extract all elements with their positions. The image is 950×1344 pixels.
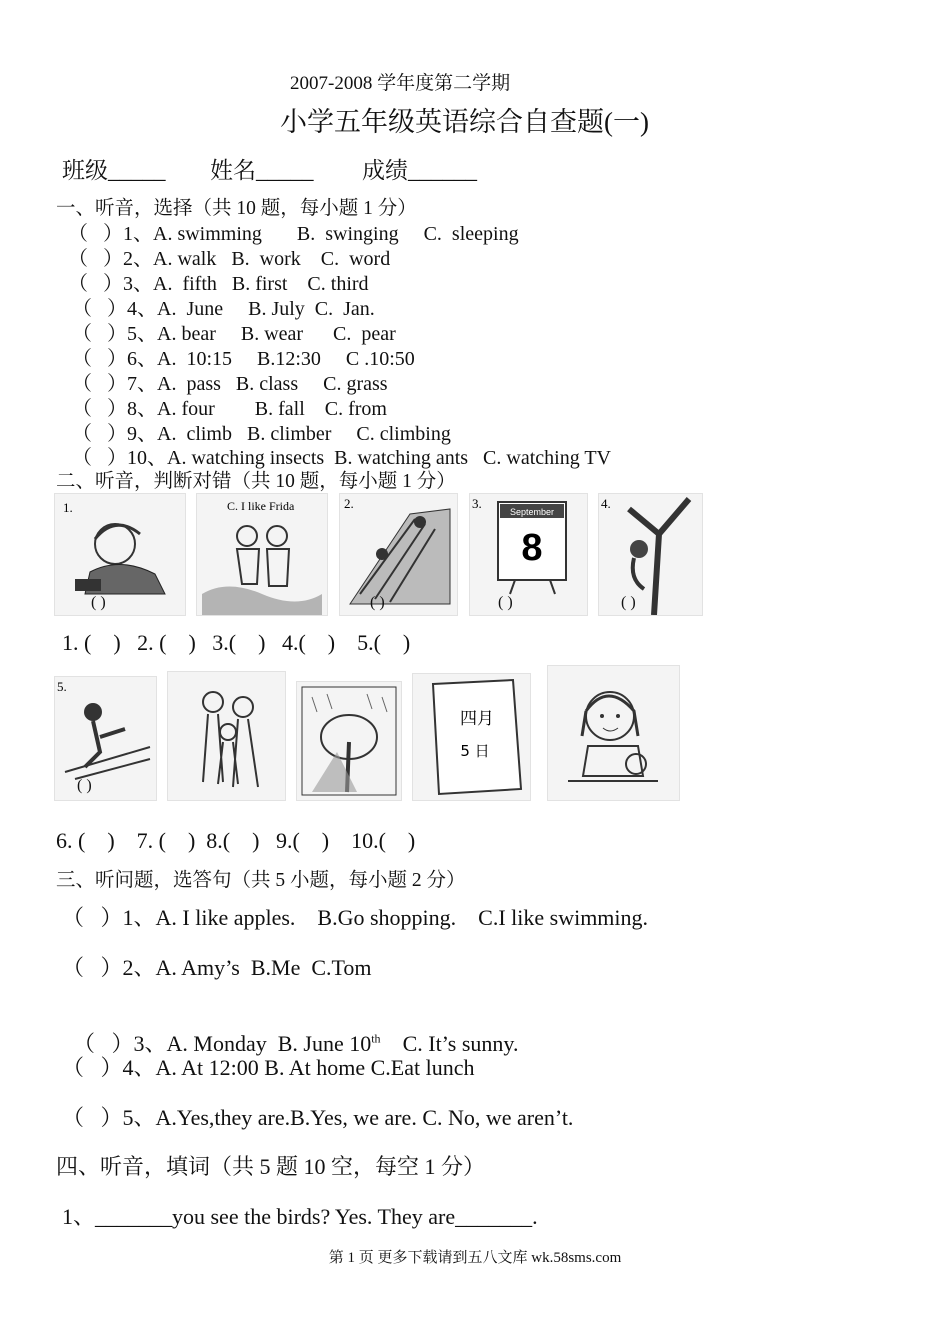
section1-item: （ ）10、A. watching insects B. watching ants C. watching TV — [72, 447, 612, 469]
picture-answer-paren: ( ) — [498, 594, 513, 611]
picture-answer-paren: ( ) — [77, 777, 92, 794]
picture-calendar-september — [469, 493, 588, 616]
picture-tree-rain — [296, 681, 402, 801]
picture-climbing — [339, 493, 458, 616]
exam-year: 2007-2008 学年度第二学期 — [290, 73, 511, 94]
section3-item-text: （ ）3、A. Monday B. June 10 — [73, 1031, 372, 1056]
picture-answer-paren: ( ) — [91, 594, 106, 611]
picture-calendar-april — [412, 673, 531, 801]
section3-item: （ ）4、A. At 12:00 B. At home C.Eat lunch — [62, 1055, 475, 1080]
section3-item: （ ）1、A. I like apples. B.Go shopping. C.I like swimming. — [62, 905, 649, 930]
picture-caption: September — [509, 507, 555, 517]
section1-item: （ ）9、A. climb B. climber C. climbing — [72, 423, 451, 445]
picture-number: 3. — [472, 496, 482, 511]
picture-monkey-tree — [598, 493, 703, 616]
section3-item-tail: C. It’s sunny. — [380, 1031, 519, 1056]
picture-number: 2. — [344, 496, 354, 511]
picture-picking-flowers — [196, 493, 328, 616]
picture-number: 1. — [63, 500, 73, 515]
section1-heading: 一、听音，选择（共 10 题，每小题 1 分） — [56, 198, 417, 219]
picture-caption: 5 日 — [460, 742, 490, 760]
section1-item: （ ）4、A. June B. July C. Jan. — [72, 298, 375, 320]
exam-title: 小学五年级英语综合自查题(一) — [280, 107, 649, 137]
picture-caption: 8 — [521, 527, 543, 569]
section1-item: （ ）5、A. bear B. wear C. pear — [72, 323, 396, 345]
picture-answer-paren: ( ) — [621, 594, 636, 611]
section2-answers-row2: 6. ( ) 7. ( ) 8.( ) 9.( ) 10.( ) — [56, 828, 416, 853]
section1-item: （ ）3、A. fifth B. first C. third — [68, 273, 369, 295]
section4-item: 1、_______you see the birds? Yes. They are_______. — [62, 1204, 538, 1229]
page-footer: 第 1 页 更多下载请到五八文库 wk.58sms.com — [328, 1250, 622, 1266]
section1-item: （ ）7、A. pass B. class C. grass — [72, 373, 388, 395]
superscript: th — [371, 1031, 381, 1046]
picture-caption: C. I like Frida — [227, 499, 295, 513]
picture-girl-eating — [547, 665, 680, 801]
picture-caption: 四月 — [460, 709, 494, 729]
section3-item: （ ）5、A.Yes,they are.B.Yes, we are. C. No, we aren’t. — [62, 1105, 574, 1130]
class-field: 班级_____ — [62, 158, 166, 183]
score-field: 成绩______ — [362, 158, 477, 183]
section4-heading: 四、听音，填词（共 5 题 10 空，每空 1 分） — [56, 1154, 486, 1179]
section2-answers-row1: 1. ( ) 2. ( ) 3.( ) 4.( ) 5.( ) — [62, 630, 411, 655]
section3-item: （ ）2、A. Amy’s B.Me C.Tom — [62, 955, 372, 980]
picture-skiing — [54, 676, 157, 801]
section1-item: （ ）1、A. swimming B. swinging C. sleeping — [68, 223, 519, 245]
section1-item: （ ）6、A. 10:15 B.12:30 C .10:50 — [72, 348, 415, 370]
section3-item — [62, 1001, 518, 1058]
section2-heading: 二、听音，判断对错（共 10 题，每小题 1 分） — [56, 471, 456, 492]
picture-number: 5. — [57, 679, 67, 694]
picture-family-walking — [167, 671, 286, 801]
picture-telephone — [54, 493, 186, 616]
picture-number: 4. — [601, 496, 611, 511]
name-field: 姓名_____ — [210, 158, 314, 183]
section3-heading: 三、听问题，选答句（共 5 小题，每小题 2 分） — [56, 870, 466, 891]
section1-item: （ ）2、A. walk B. work C. word — [68, 248, 391, 270]
section1-item: （ ）8、A. four B. fall C. from — [72, 398, 387, 420]
picture-answer-paren: ( ) — [370, 594, 385, 611]
